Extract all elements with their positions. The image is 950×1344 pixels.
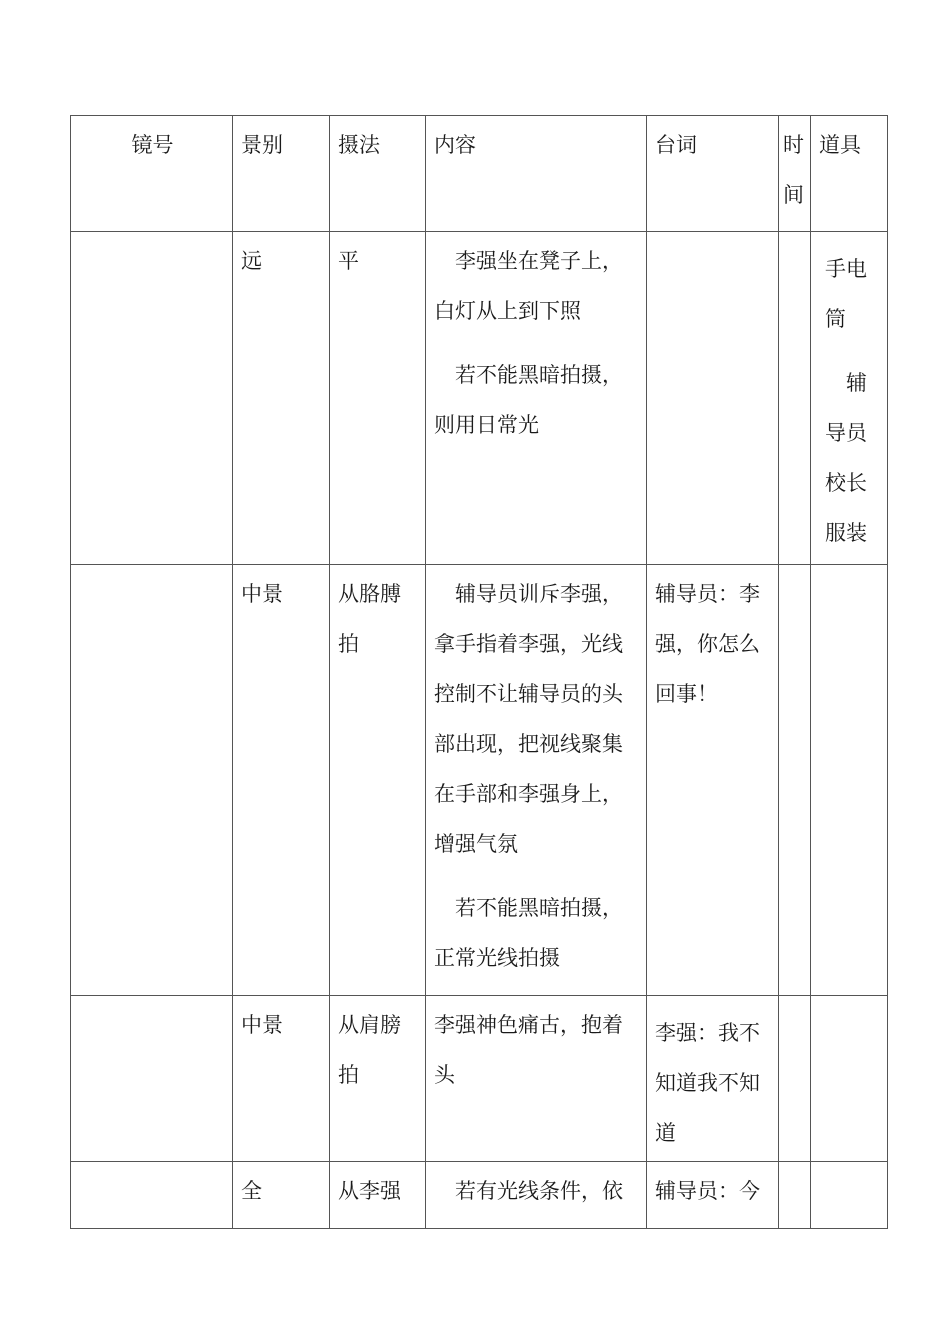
header-props: 道具 (811, 116, 888, 232)
table-row (71, 565, 888, 996)
header-dialogue: 台词 (647, 116, 779, 232)
row2-time (779, 565, 811, 996)
row4-dialogue: 辅导员：今 (647, 1162, 779, 1229)
row1-props-p2: 辅导员校长服装 (825, 371, 867, 545)
row1-scale: 远 (233, 232, 330, 565)
row2-content-p1: 辅导员训斥李强，拿手指着李强，光线控制不让辅导员的头部出现，把视线聚集在手部和李强身上，增强气氛 (434, 582, 623, 856)
row1-shot-no (71, 232, 233, 565)
row3-props (811, 996, 888, 1162)
row4-shot-no (71, 1162, 233, 1229)
row1-content (426, 232, 647, 565)
row4-content-p1: 若有光线条件，依 (455, 1179, 623, 1203)
table-row (71, 232, 888, 565)
row3-time (779, 996, 811, 1162)
header-row (71, 116, 888, 232)
row4-time (779, 1162, 811, 1229)
row4-scale: 全 (233, 1162, 330, 1229)
table-row (71, 996, 888, 1162)
row3-content-p1: 李强神色痛古，抱着头 (434, 1013, 623, 1087)
row4-technique: 从李强 (330, 1162, 426, 1229)
row2-content-p2: 若不能黑暗拍摄，正常光线拍摄 (434, 896, 623, 970)
row1-time (779, 232, 811, 565)
storyboard-table (70, 115, 888, 1229)
table-row (71, 1162, 888, 1229)
row1-dialogue (647, 232, 779, 565)
row2-scale: 中景 (233, 565, 330, 996)
row2-shot-no (71, 565, 233, 996)
header-scale: 景别 (233, 116, 330, 232)
header-content: 内容 (426, 116, 647, 232)
row3-shot-no (71, 996, 233, 1162)
row2-props (811, 565, 888, 996)
row3-scale: 中景 (233, 996, 330, 1162)
row2-technique: 从胳膊拍 (330, 565, 426, 996)
row1-props-p1: 手电筒 (825, 257, 867, 331)
header-technique: 摄法 (330, 116, 426, 232)
header-shot-no: 镜号 (71, 116, 233, 232)
row1-props (811, 232, 888, 565)
row4-props (811, 1162, 888, 1229)
row2-dialogue: 辅导员：李强，你怎么回事！ (647, 565, 779, 996)
row1-content-p2: 若不能黑暗拍摄，则用日常光 (434, 363, 623, 437)
row3-dialogue: 李强：我不知道我不知道 (647, 996, 779, 1162)
row1-technique: 平 (330, 232, 426, 565)
row1-content-p1: 李强坐在凳子上，白灯从上到下照 (434, 249, 623, 323)
row4-content (426, 1162, 647, 1229)
header-time: 时间 (779, 116, 811, 232)
row3-technique: 从肩膀拍 (330, 996, 426, 1162)
row2-content (426, 565, 647, 996)
row3-content (426, 996, 647, 1162)
